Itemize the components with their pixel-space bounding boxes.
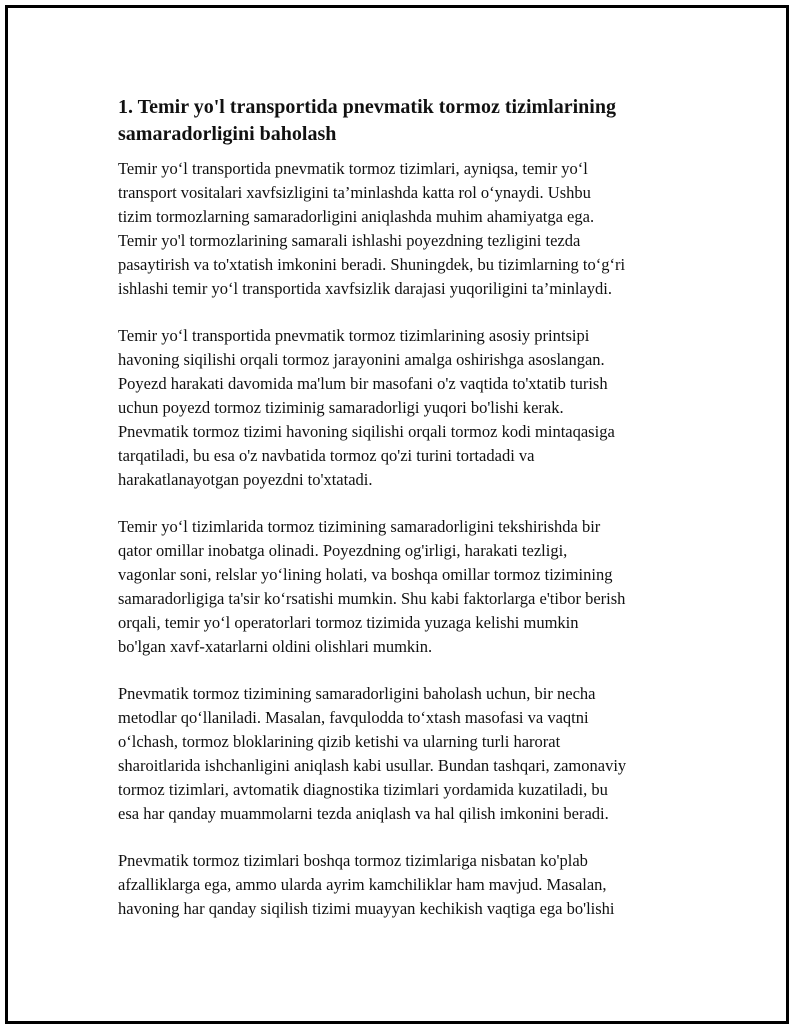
paragraph-3 <box>118 515 678 659</box>
paragraph-2 <box>118 324 678 492</box>
text-line: transport vositalari xavfsizligini ta’minlashda katta rol o‘ynaydi. Ushbu <box>118 183 591 202</box>
text-line: Pnevmatik tormoz tizimlari boshqa tormoz tizimlariga nisbatan ko'plab <box>118 851 588 870</box>
text-line: tormoz tizimlari, avtomatik diagnostika tizimlari yordamida kuzatiladi, bu <box>118 780 608 799</box>
text-line: Temir yo‘l transportida pnevmatik tormoz tizimlari, ayniqsa, temir yo‘l <box>118 159 588 178</box>
text-line: afzalliklarga ega, ammo ularda ayrim kamchiliklar ham mavjud. Masalan, <box>118 875 607 894</box>
text-line: tizim tormozlarning samaradorligini aniqlashda muhim ahamiyatga ega. <box>118 207 595 226</box>
text-line: havoning siqilishi orqali tormoz jarayonini amalga oshirishga asoslangan. <box>118 350 605 369</box>
text-line: orqali, temir yo‘l operatorlari tormoz tizimida yuzaga kelishi mumkin <box>118 613 579 632</box>
paragraph-4 <box>118 682 678 826</box>
text-line: harakatlanayotgan poyezdni to'xtatadi. <box>118 470 373 489</box>
text-line: pasaytirish va to'xtatish imkonini beradi. Shuningdek, bu tizimlarning to‘g‘ri <box>118 255 626 274</box>
text-line: metodlar qo‘llaniladi. Masalan, favqulodda to‘xtash masofasi va vaqtni <box>118 708 589 727</box>
text-line: Pnevmatik tormoz tizimi havoning siqilishi orqali tormoz kodi mintaqasiga <box>118 422 615 441</box>
heading-line: samaradorligini baholash <box>118 123 337 145</box>
text-line: vagonlar soni, relslar yo‘lining holati, va boshqa omillar tormoz tizimining <box>118 565 613 584</box>
text-line: samaradorligiga ta'sir ko‘rsatishi mumkin. Shu kabi faktorlarga e'tibor berish <box>118 589 626 608</box>
text-line: uchun poyezd tormoz tiziminig samaradorligi yuqori bo'lishi kerak. <box>118 398 564 417</box>
text-line: ishlashi temir yo‘l transportida xavfsizlik darajasi yuqoriligini ta’minlaydi. <box>118 279 612 298</box>
text-line: bo'lgan xavf-xatarlarni oldini olishlari mumkin. <box>118 637 433 656</box>
text-line: tarqatiladi, bu esa o'z navbatida tormoz qo'zi turini tortadadi va <box>118 446 535 465</box>
text-line: Pnevmatik tormoz tizimining samaradorligini baholash uchun, bir necha <box>118 684 596 703</box>
document-body <box>118 94 678 944</box>
text-line: Temir yo‘l transportida pnevmatik tormoz tizimlarining asosiy printsipi <box>118 326 590 345</box>
section-heading <box>118 94 678 148</box>
text-line: Temir yo'l tormozlarining samarali ishlashi poyezdning tezligini tezda <box>118 231 581 250</box>
text-line: qator omillar inobatga olinadi. Poyezdning og'irligi, harakati tezligi, <box>118 541 568 560</box>
text-line: havoning har qanday siqilish tizimi muayyan kechikish vaqtiga ega bo'lishi <box>118 899 615 918</box>
text-line: o‘lchash, tormoz bloklarining qizib ketishi va ularning turli harorat <box>118 732 561 751</box>
text-line: esa har qanday muammolarni tezda aniqlash va hal qilish imkonini beradi. <box>118 804 609 823</box>
text-line: Poyezd harakati davomida ma'lum bir masofani o'z vaqtida to'xtatib turish <box>118 374 608 393</box>
paragraph-5 <box>118 849 678 921</box>
heading-line: 1. Temir yo'l transportida pnevmatik tormoz tizimlarining <box>118 96 616 118</box>
paragraph-1 <box>118 157 678 301</box>
text-line: Temir yo‘l tizimlarida tormoz tizimining samaradorligini tekshirishda bir <box>118 517 601 536</box>
text-line: sharoitlarida ishchanligini aniqlash kabi usullar. Bundan tashqari, zamonaviy <box>118 756 627 775</box>
